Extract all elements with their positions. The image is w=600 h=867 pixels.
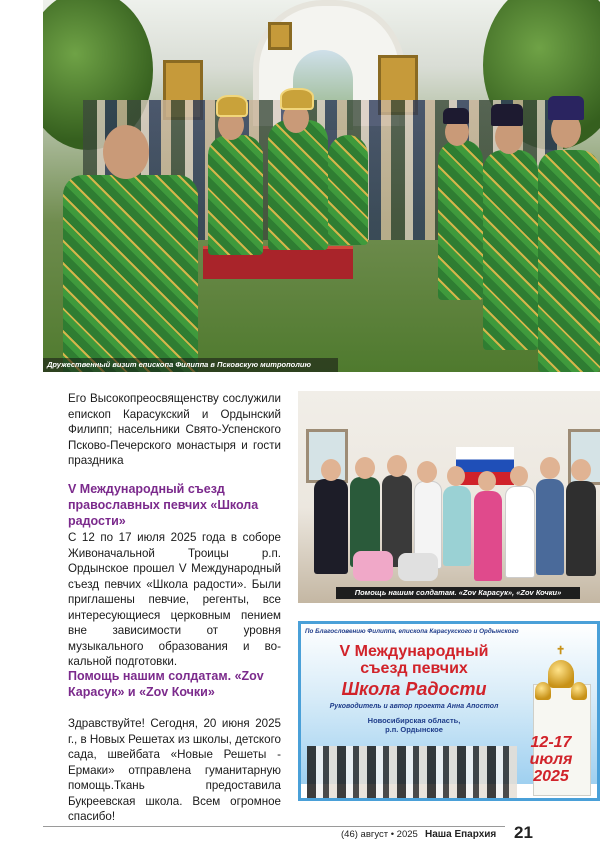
poster-region-line2: р.п. Ордынское: [385, 725, 443, 734]
poster-leader: Руководитель и автор проекта Анна Апостол: [329, 703, 499, 710]
poster-title-line2: съезд певчих: [360, 660, 468, 677]
icon-center: [268, 22, 292, 50]
poster-dates-line2: июля: [529, 751, 573, 768]
bishop-vestment: [268, 120, 328, 250]
child: [443, 486, 471, 566]
deacon-foreground: [63, 175, 198, 372]
child: [505, 486, 535, 578]
photo-caption: Помощь нашим солдатам. «Zov Карасук», «Zov Кочки»: [336, 587, 580, 599]
child: [314, 479, 348, 574]
child-head: [355, 457, 375, 479]
kamilavka: [443, 108, 469, 124]
adult-head: [571, 459, 591, 481]
adult-head: [540, 457, 560, 479]
child-front: [353, 551, 393, 581]
child-head: [321, 459, 341, 481]
child-head: [447, 466, 465, 486]
clergy-right-1: [438, 140, 483, 300]
mitre: [216, 95, 248, 117]
child-head: [510, 466, 528, 486]
child-head: [478, 471, 496, 491]
heading-soldiers-help: Помощь нашим солдатам. «Zov Карасук» и «Zov Кочки»: [68, 669, 264, 699]
deacon-head: [103, 125, 149, 179]
adult: [536, 479, 564, 575]
dome-icon: [548, 660, 574, 688]
clergy-right-3: [538, 150, 600, 372]
main-photo-liturgy: [43, 0, 600, 372]
poster-title-line3: Школа Радости: [341, 679, 487, 699]
child-front: [398, 553, 438, 581]
footer-divider: [43, 826, 505, 827]
heading-singers-congress: V Международный съезд православных певчих «Школа радости»: [68, 482, 259, 528]
paragraph-soldiers-help: Здравствуйте! Сегодня, 20 июня 2025 г., в Новых Решетах из школы, детского сада, швейбата «Новые Решеты - Ермаки» отправлена гуманитарную помощь.Ткань предоставила Букреевская школа. Всем огромное спасибо!: [68, 717, 281, 823]
dome-icon: [571, 682, 587, 700]
choir-image: [307, 746, 517, 798]
poster-region-line1: Новосибирская область,: [367, 716, 461, 725]
poster-dates: [516, 734, 586, 785]
poster-dates-line1: 12-17: [530, 734, 572, 751]
group-photo-children: [298, 391, 600, 603]
child-head: [387, 455, 407, 477]
paragraph-singers-congress: С 12 по 17 июля 2025 года в соборе Живоначальной Троицы р.п. Ордынское прошел V Международный съезд певчих «Школа радости». Были приглашены певчие, регенты, все интересующиеся церковным пением вне зависимости от уровня музыкального образования и вокальной подготовки.: [68, 531, 281, 668]
child: [474, 491, 502, 581]
page-number: 21: [514, 823, 533, 842]
child-head: [417, 461, 437, 483]
clergy-right-2: [483, 150, 538, 350]
kamilavka-blue: [548, 96, 584, 120]
poster-blessing: По Благословению Филиппа, епископа Карасукского и Ордынского: [305, 628, 519, 635]
klobuk: [491, 104, 523, 126]
poster-dates-line3: 2025: [533, 768, 569, 785]
cross-icon: ✝: [556, 645, 566, 657]
bishop-mitre: [280, 88, 314, 110]
priest-vestment: [208, 135, 263, 255]
clergy-vestment: [328, 135, 368, 245]
poster-title-line1: V Международный: [339, 643, 489, 660]
dome-icon: [535, 682, 551, 700]
footer-magazine-name: Наша Епархия: [425, 829, 497, 840]
photo-caption: Дружественный визит епископа Филиппа в Псковскую митрополию: [43, 358, 338, 372]
footer-issue: (46) август • 2025: [341, 829, 418, 840]
paragraph-concelebration: Его Высокопреосвященству сослужили епископ Карасукский и Ордынский Филипп; насельники Свято-Успенского Псково-Печерского монастыря и гости праздника: [68, 392, 281, 467]
event-poster: [298, 621, 600, 801]
adult: [566, 481, 596, 576]
poster-region: [307, 716, 521, 734]
